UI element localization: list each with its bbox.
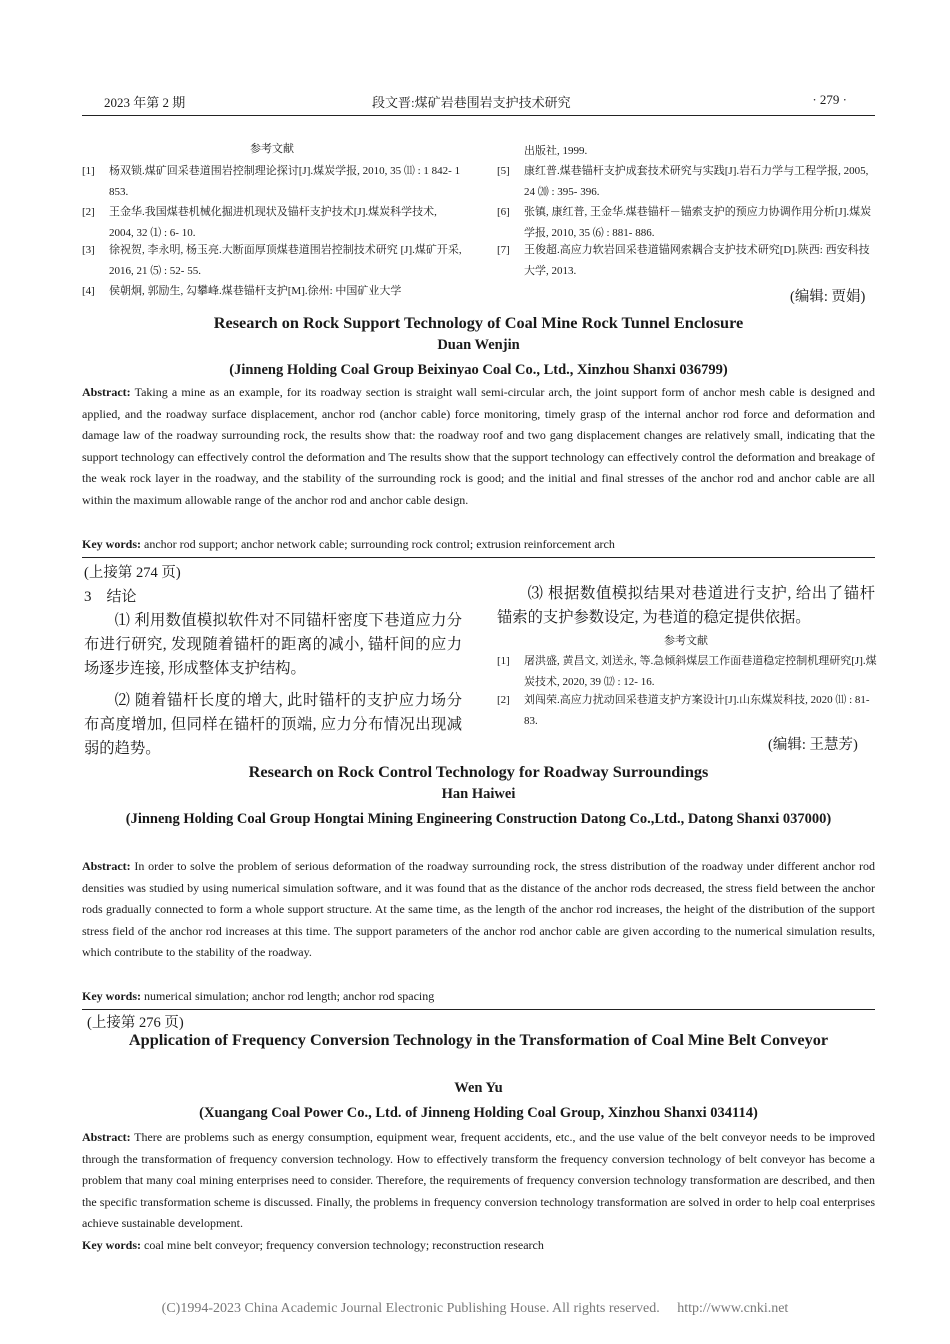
abstract (82, 1127, 875, 1235)
reference-continuation: 出版社, 1999. (524, 145, 588, 157)
reference-item: [1] 屠洪盛, 黄昌文, 刘送永, 等.急倾斜煤层工作面巷道稳定控制机理研究[J].煤炭技术, 2020, 39 ⑿ : 12- 16. (497, 655, 877, 688)
paragraph: ⑶ 根据数值模拟结果对巷道进行支护, 给出了锚杆锚索的支护参数设定, 为巷道的稳定提供依据。 (497, 585, 875, 626)
copyright-footer: (C)1994-2023 China Academic Journal Electronic Publishing House. All rights reserved. http://www.cnki.net (161, 1301, 789, 1316)
reference-item: [5] 康红普.煤巷锚杆支护成套技术研究与实践[J].岩石力学与工程学报, 2005, 24 ⒇ : 395- 396. (497, 165, 869, 198)
header-rule (82, 115, 875, 116)
section-heading: 3 结论 (84, 589, 137, 605)
keywords (82, 1238, 875, 1253)
article-title-en: Research on Rock Control Technology for Roadway Surroundings (248, 762, 709, 781)
article-affiliation: (Jinneng Holding Coal Group Hongtai Mining Engineering Construction Datong Co.,Ltd., Datong Shanxi 037000) (125, 811, 832, 827)
article-author: Wen Yu (454, 1080, 503, 1096)
page-number: · 279 · (812, 92, 847, 107)
reference-item: [2] 王金华.我国煤巷机械化掘进机现状及锚杆支护技术[J].煤炭科学技术, 2004, 32 ⑴ : 6- 10. (82, 206, 437, 239)
article-affiliation: (Xuangang Coal Power Co., Ltd. of Jinneng Holding Coal Group, Xinzhou Shanxi 034114) (199, 1105, 758, 1121)
article-affiliation: (Jinneng Holding Coal Group Beixinyao Coal Co., Ltd., Xinzhou Shanxi 036799) (229, 362, 728, 378)
abstract-label: Abstract: (82, 859, 131, 873)
keywords-label: Key words: (82, 989, 141, 1003)
continuation-note: (上接第 274 页) (84, 565, 181, 581)
editor-note: (编辑: 贾娟) (790, 289, 866, 305)
reference-item: [1] 杨双锁.煤矿回采巷道围岩控制理论探讨[J].煤炭学报, 2010, 35 ⑾ : 1 842- 1 853. (82, 165, 461, 198)
abstract-label: Abstract: (82, 1130, 131, 1144)
running-header (82, 90, 875, 112)
issue-label: 2023 年第 2 期 (104, 95, 186, 110)
keywords (82, 537, 875, 552)
abstract-text: Taking a mine as an example, for its roadway section is straight wall semi-circular arch, the joint support form of anchor mesh cable is designed and applied, and the roadway surface displacement, anchor rod (anchor cable) force monitoring, timely grasp of the internal anchor rod force and deformation and damage law of the roadway surrounding rock, the results show that: the roadway roof and two gang displacement changes are relatively small, indicating that the support technology can effectively control the deformation and The results show that the support technology can effectively control the deformation and breakage of the weak rock layer in the roadway, and the stability of the surrounding rock is good; and the initial and final stresses of the anchor rod and anchor cable are all within the maximum allowable range of the anchor rod and anchor cable design. (82, 385, 875, 507)
editor-note: (编辑: 王慧芳) (768, 737, 858, 753)
keywords-label: Key words: (82, 1238, 141, 1252)
keywords-label: Key words: (82, 537, 141, 551)
keywords (82, 989, 875, 1004)
abstract (82, 382, 875, 511)
body-text-right (497, 582, 875, 630)
section-rule (82, 557, 875, 558)
references-heading: 参考文献 (250, 143, 294, 155)
abstract-label: Abstract: (82, 385, 131, 399)
keywords-text: numerical simulation; anchor rod length; anchor rod spacing (144, 989, 435, 1003)
reference-item: [3] 徐祝贺, 李永明, 杨玉亮.大断面厚顶煤巷道围岩控制技术研究 [J].煤矿开采, 2016, 21 ⑸ : 52- 55. (82, 244, 462, 277)
abstract-text: There are problems such as energy consumption, equipment wear, frequent accidents, etc., and the use value of the belt conveyor needs to be improved through the transformation of frequency conversion technology. How to effectively transform the frequency conversion technology of belt conveyor has become a problem that many coal mining enterprises need to consider. Therefore, the requirements of frequency conversion technology transformation are described, and then the specific transformation scheme is discussed. Finally, the problems in frequency conversion technology transformation are solved in order to help coal enterprises achieve sustainable development. (82, 1130, 875, 1230)
reference-item: [6] 张镇, 康红普, 王金华.煤巷锚杆－锚索支护的预应力协调作用分析[J].煤炭学报, 2010, 35 ⑹ : 881- 886. (497, 206, 872, 239)
article-running-title: 段文晋:煤矿岩巷围岩支护技术研究 (372, 95, 571, 110)
abstract (82, 856, 875, 964)
abstract-text: In order to solve the problem of serious deformation of the roadway surrounding rock, the stress distribution of the roadway under different anchor rod densities was studied by using numerical simulation software, and it was found that as the distance of the anchor rods decreased, the stress field between the anchor rods gradually connected to form a whole support structure. At the same time, as the length of the anchor rod increases, the height of the distribution of the support stress field of the anchor rod increases at this time. The support parameters of the anchor rod anchor cable are given according to the numerical simulation results, which contribute to the stability of the roadway. (82, 859, 876, 959)
body-text-left (84, 609, 462, 761)
references-heading: 参考文献 (664, 635, 708, 647)
section-rule (82, 1009, 875, 1010)
paragraph: ⑴ 利用数值模拟软件对不同锚杆密度下巷道应力分布进行研究, 发现随着锚杆的距离的减小, 锚杆间的应力场逐步连接, 形成整体支护结构。 (84, 612, 462, 677)
continuation-note: (上接第 276 页) (87, 1015, 184, 1031)
article-author: Han Haiwei (441, 786, 516, 802)
reference-item: [4] 侯朝炯, 郭励生, 勾攀峰.煤巷锚杆支护[M].徐州: 中国矿业大学 (82, 285, 402, 297)
keywords-text: anchor rod support; anchor network cable; surrounding rock control; extrusion reinforcement arch (144, 537, 615, 551)
reference-item: [7] 王俊超.高应力软岩回采巷道锚网索耦合支护技术研究[D].陕西: 西安科技大学, 2013. (497, 244, 870, 277)
keywords-text: coal mine belt conveyor; frequency conversion technology; reconstruction research (144, 1238, 544, 1252)
article-author: Duan Wenjin (437, 337, 520, 353)
article-title-en: Research on Rock Support Technology of Coal Mine Rock Tunnel Enclosure (213, 313, 744, 332)
paragraph: ⑵ 随着锚杆长度的增大, 此时锚杆的支护应力场分布高度增加, 但同样在锚杆的顶端, 应力分布情况出现减弱的趋势。 (84, 692, 462, 757)
reference-item: [2] 刘闯荣.高应力扰动回采巷道支护方案设计[J].山东煤炭科技, 2020 ⑾ : 81- 83. (497, 694, 870, 727)
article-title-en: Application of Frequency Conversion Technology in the Transformation of Coal Mine Belt Conveyor (128, 1030, 829, 1049)
